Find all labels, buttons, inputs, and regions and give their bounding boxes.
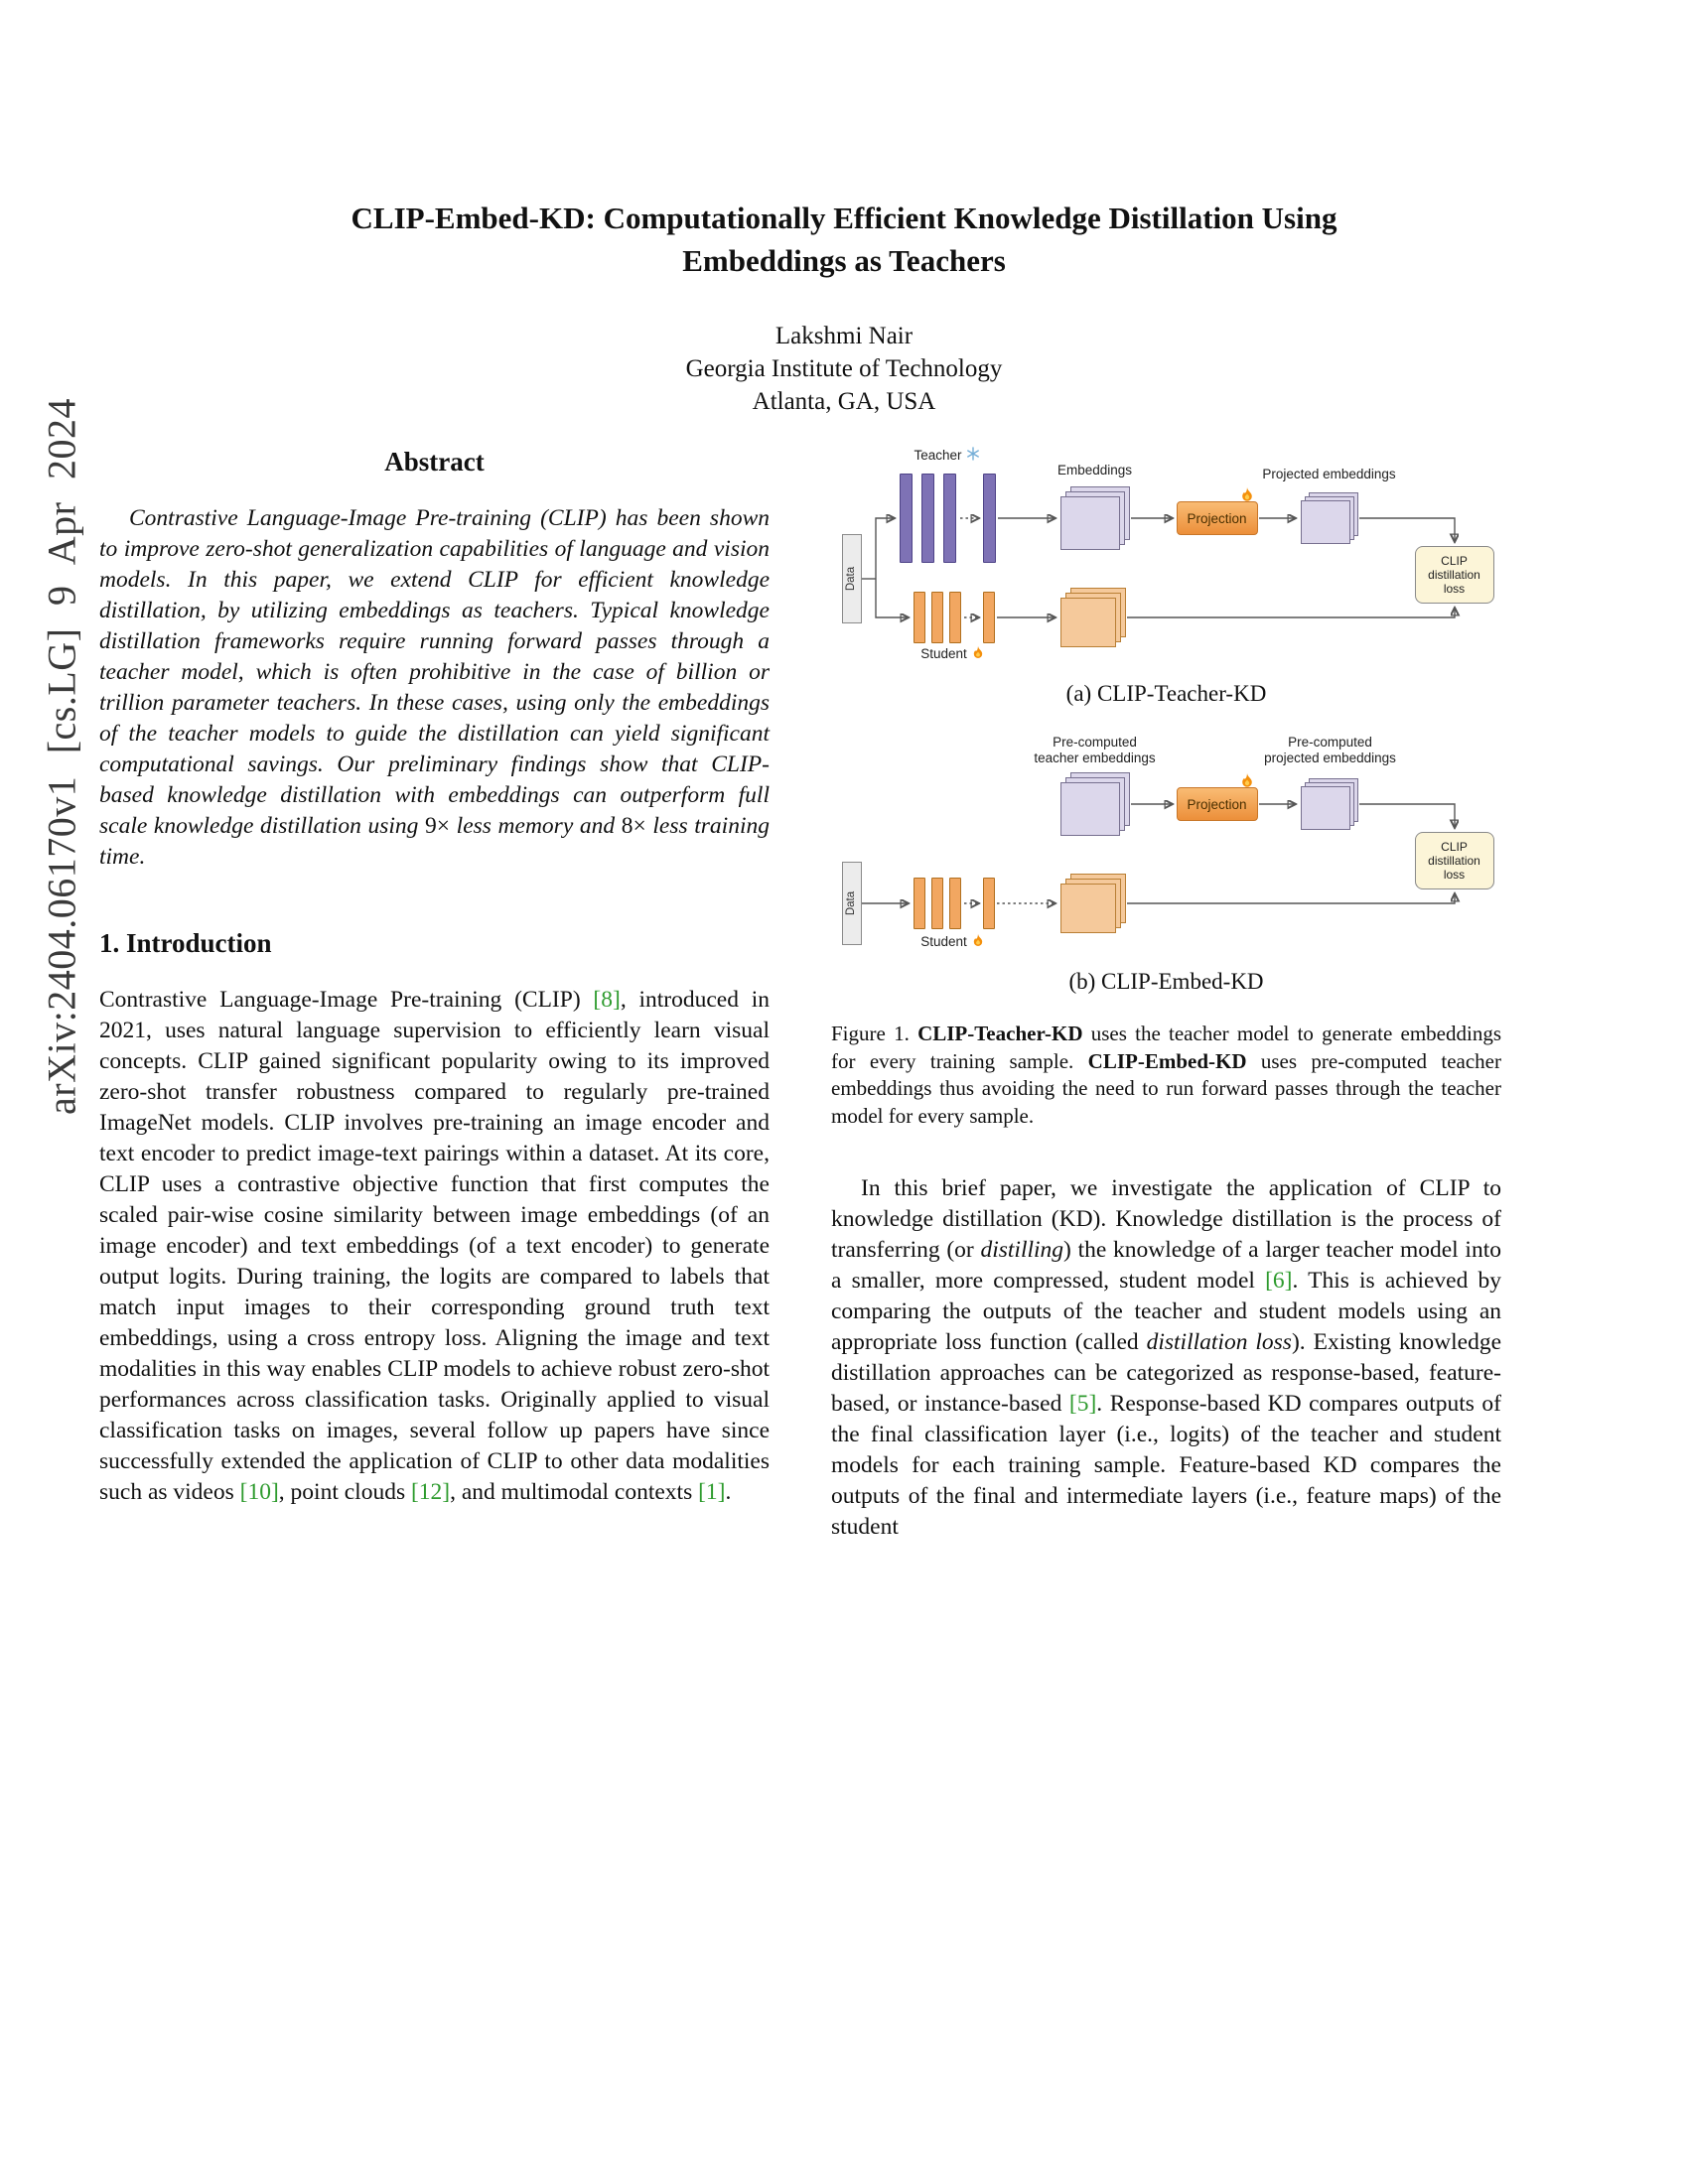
left-column (99, 447, 770, 1543)
student-label (894, 933, 1013, 950)
author-location: Atlanta, GA, USA (752, 388, 936, 415)
text-segment: . This is achieved by comparing the outputs of the teacher and student models using an appropriate loss function (called (831, 1268, 1501, 1355)
two-column-layout (99, 447, 1501, 1543)
teacher-label (886, 447, 1009, 464)
subfigure-b-caption: (b) CLIP-Embed-KD (1068, 969, 1264, 994)
snowflake-icon (966, 447, 980, 464)
projection-label: Projection (1187, 796, 1247, 812)
paper-title (0, 197, 1688, 282)
data-input-box (842, 534, 862, 623)
student-encoder-bar (931, 878, 943, 929)
projection-box (1177, 501, 1258, 535)
abstract-paragraph (99, 503, 770, 873)
student-embeddings-stack (1060, 874, 1126, 933)
pre-computed-teacher-embeddings-label (1011, 735, 1180, 766)
diagram-clip-teacher-kd (834, 447, 1499, 669)
teacher-encoder-bar (943, 474, 956, 563)
projected-embeddings-stack (1301, 492, 1358, 544)
text-segment: Contrastive Language-Image Pre-training (CLIP) has been shown to improve zero-shot generalization capabilities of language and vision models. In this paper, we extend CLIP for efficient knowledge distillation, by utilizing embeddings as teachers. Typical knowledge distillation frameworks require running forward passes through a teacher model, which is often prohibitive in the case of billion or trillion parameter teachers. In these cases, using only the embeddings of the teacher models to guide the distillation can yield significant computational savings. Our preliminary findings show that CLIP-based knowledge distillation with embeddings can outperform full scale knowledge distillation using (99, 505, 770, 839)
text-segment: . Response-based KD compares outputs of the final classification layer (i.e., logits) of the teacher and student models for each training sample. Feature-based KD compares the outputs of the final and intermediate layers (i.e., feature maps) of the student (831, 1391, 1501, 1540)
loss-label: CLIP distillation loss (1428, 554, 1480, 596)
citation-link[interactable]: [5] (1068, 1391, 1097, 1417)
section-heading-introduction: 1. Introduction (99, 928, 272, 958)
text-segment: 8× (621, 813, 646, 839)
fire-icon (1239, 772, 1255, 788)
projection-label: Projection (1187, 510, 1247, 526)
student-encoder-bar (914, 878, 925, 929)
label-line: teacher embeddings (1034, 751, 1156, 765)
text-segment: In this brief paper, we investigate the application of CLIP to knowledge distillation (KD). Knowledge distillation is the process of transferring (or (831, 1175, 1501, 1263)
embedding-sheet (1301, 786, 1350, 830)
projection-box (1177, 787, 1258, 821)
student-encoder-bar (931, 592, 943, 643)
teacher-encoder-bar (983, 474, 996, 563)
data-label: Data (845, 566, 858, 592)
projected-embeddings-label-text: Projected embeddings (1262, 467, 1396, 481)
pre-computed-teacher-embeddings-stack (1060, 772, 1130, 836)
text-segment: , introduced in 2021, uses natural language supervision to efficiently learn visual concepts. CLIP gained significant popularity owing to its improved zero-shot transfer robustness compared to regularly pre-trained ImageNet models. CLIP involves pre-training an image encoder and text encoder to predict image-text pairings within a dataset. At its core, CLIP uses a contrastive objective function that first computes the scaled pair-wise cosine similarity between image embeddings (of an image encoder) and text embeddings (of a text encoder) to generate output logits. During training, the logits are compared to labels that match input images to their corresponding ground truth text embeddings, using a cross entropy loss. Aligning the image and text modalities in this way enables CLIP models to achieve robust zero-shot performances across classification tasks. Originally applied to visual classification tasks on images, several follow up papers have since successfully extended the application of CLIP to other data modalities such as videos (99, 987, 770, 1505)
data-label: Data (845, 890, 858, 916)
citation-link[interactable]: [10] (239, 1479, 279, 1505)
text-segment: uses the teacher model to generate embeddings for every training sample. (831, 1022, 1501, 1073)
text-segment: uses pre-computed teacher embeddings thus avoiding the need to run forward passes through the teacher model for every sample. (831, 1048, 1501, 1128)
citation-link[interactable]: [8] (593, 987, 621, 1013)
student-encoder-bar (983, 592, 995, 643)
student-label-text: Student (920, 646, 967, 661)
student-encoder-bar (983, 878, 995, 929)
student-encoder-bar (949, 592, 961, 643)
subfigure-a-caption: (a) CLIP-Teacher-KD (1065, 681, 1267, 706)
arxiv-watermark: arXiv:2404.06170v1 [cs.LG] 9 Apr 2024 (39, 398, 84, 1115)
fire-icon (1239, 486, 1255, 502)
citation-link[interactable]: [1] (698, 1479, 726, 1505)
loss-label: CLIP distillation loss (1428, 840, 1480, 882)
right-column (831, 447, 1501, 1543)
teacher-label-text: Teacher (914, 448, 962, 463)
introduction-paragraph (99, 985, 770, 1508)
abstract-heading: Abstract (384, 447, 485, 477)
clip-distillation-loss-box (1415, 546, 1494, 604)
teacher-encoder-bar (900, 474, 913, 563)
diagram-clip-embed-kd (834, 735, 1499, 957)
label-line: projected embeddings (1264, 751, 1396, 765)
author-block (0, 320, 1688, 418)
fire-icon (971, 933, 985, 950)
embedding-sheet (1060, 782, 1120, 836)
embeddings-label (1043, 463, 1148, 478)
teacher-encoder-bar (921, 474, 934, 563)
text-segment: Figure 1. (831, 1022, 918, 1045)
text-segment: 9× (425, 813, 451, 839)
author-affiliation: Georgia Institute of Technology (685, 355, 1003, 382)
student-label (894, 645, 1013, 662)
embedding-sheet (1060, 598, 1116, 647)
text-segment: , and multimodal contexts (450, 1479, 699, 1505)
label-line: Pre-computed (1288, 735, 1372, 750)
text-segment: . (725, 1479, 732, 1505)
text-segment: CLIP-Teacher-KD (917, 1022, 1083, 1045)
embedding-sheet (1060, 884, 1116, 933)
right-column-paragraph (831, 1173, 1501, 1543)
text-segment: ) the knowledge of a larger teacher model into a smaller, more compressed, student model (831, 1237, 1501, 1294)
author-name: Lakshmi Nair (774, 323, 914, 349)
paper-title-line1: CLIP-Embed-KD: Computationally Efficient Knowledge Distillation Using (351, 201, 1337, 235)
text-segment: less training time. (99, 813, 770, 870)
clip-distillation-loss-box (1415, 832, 1494, 889)
embedding-sheet (1301, 500, 1350, 544)
embedding-sheet (1060, 496, 1120, 550)
text-segment: ). Existing knowledge distillation approaches can be categorized as response-based, feature-based, or instance-based (831, 1329, 1502, 1417)
student-embeddings-stack (1060, 588, 1126, 647)
text-segment: distillation loss (1146, 1329, 1292, 1355)
pre-computed-projected-embeddings-label (1246, 735, 1415, 766)
fire-icon (971, 645, 985, 662)
text-segment: distilling (980, 1237, 1064, 1263)
label-line: Pre-computed (1053, 735, 1137, 750)
data-input-box (842, 862, 862, 945)
text-segment: CLIP-Embed-KD (1087, 1048, 1247, 1073)
text-segment: , point clouds (278, 1479, 411, 1505)
student-label-text: Student (920, 934, 967, 949)
citation-link[interactable]: [6] (1265, 1268, 1293, 1294)
teacher-embeddings-stack (1060, 486, 1130, 550)
embeddings-label-text: Embeddings (1056, 463, 1133, 478)
paper-title-line2: Embeddings as Teachers (682, 243, 1006, 278)
pre-computed-projected-embeddings-stack (1301, 778, 1358, 830)
text-segment: Contrastive Language-Image Pre-training (CLIP) (99, 987, 594, 1013)
projected-embeddings-label (1244, 467, 1415, 481)
figure-1 (831, 447, 1501, 1130)
student-encoder-bar (949, 878, 961, 929)
citation-link[interactable]: [12] (410, 1479, 451, 1505)
text-segment: less memory and (450, 813, 622, 839)
student-encoder-bar (914, 592, 925, 643)
figure-caption (831, 1021, 1501, 1130)
